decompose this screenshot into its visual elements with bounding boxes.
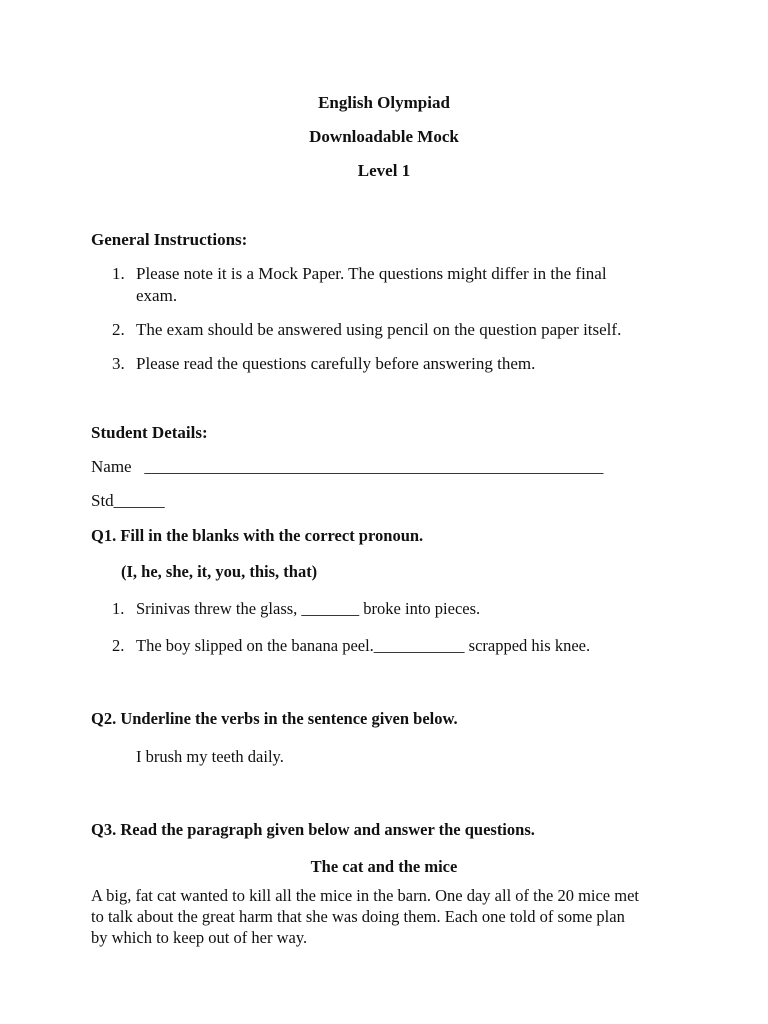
instruction-text: Please note it is a Mock Paper. The questions might differ in the final (136, 264, 607, 283)
name-field[interactable] (91, 457, 603, 477)
paragraph-line: A big, fat cat wanted to kill all the mice in the barn. One day all of the 20 mice met (91, 886, 639, 905)
document-title: English Olympiad (318, 93, 450, 112)
q1-item-number: 1. (112, 599, 125, 618)
instruction-text: Please read the questions carefully before answering them. (136, 354, 536, 373)
paragraph-line: to talk about the great harm that she was doing them. Each one told of some plan (91, 907, 625, 926)
instruction-item (112, 320, 621, 340)
std-field[interactable]: Std______ (91, 491, 165, 510)
q1-prompt: Q1. Fill in the blanks with the correct pronoun. (91, 526, 424, 545)
q1-options: (I, he, she, it, you, this, that) (121, 562, 318, 581)
instruction-text-continued: exam. (136, 286, 178, 305)
instruction-number: 3. (112, 354, 125, 373)
story-title: The cat and the mice (310, 857, 458, 876)
q1-item (112, 599, 480, 619)
q1-item-number: 2. (112, 636, 125, 655)
q3-prompt: Q3. Read the paragraph given below and answer the questions. (91, 820, 535, 839)
q1-item (112, 636, 590, 656)
q1-item-text: Srinivas threw the glass, _______ broke into pieces. (136, 599, 481, 618)
q2-prompt: Q2. Underline the verbs in the sentence given below. (91, 709, 458, 728)
q2-sentence: I brush my teeth daily. (136, 747, 284, 766)
instruction-number: 2. (112, 320, 125, 339)
instruction-item (112, 354, 535, 374)
instructions-heading: General Instructions: (91, 230, 248, 249)
instruction-item (112, 264, 607, 284)
q1-item-text: The boy slipped on the banana peel.___________ scrapped his knee. (136, 636, 591, 655)
name-blank[interactable]: ______________________________________________________ (144, 457, 604, 476)
name-label: Name (91, 457, 132, 476)
document-level: Level 1 (357, 161, 411, 180)
student-details-heading: Student Details: (91, 423, 208, 442)
instruction-text: The exam should be answered using pencil on the question paper itself. (136, 320, 622, 339)
instruction-number: 1. (112, 264, 125, 283)
document-subtitle: Downloadable Mock (309, 127, 459, 146)
paragraph-line: by which to keep out of her way. (91, 928, 308, 947)
